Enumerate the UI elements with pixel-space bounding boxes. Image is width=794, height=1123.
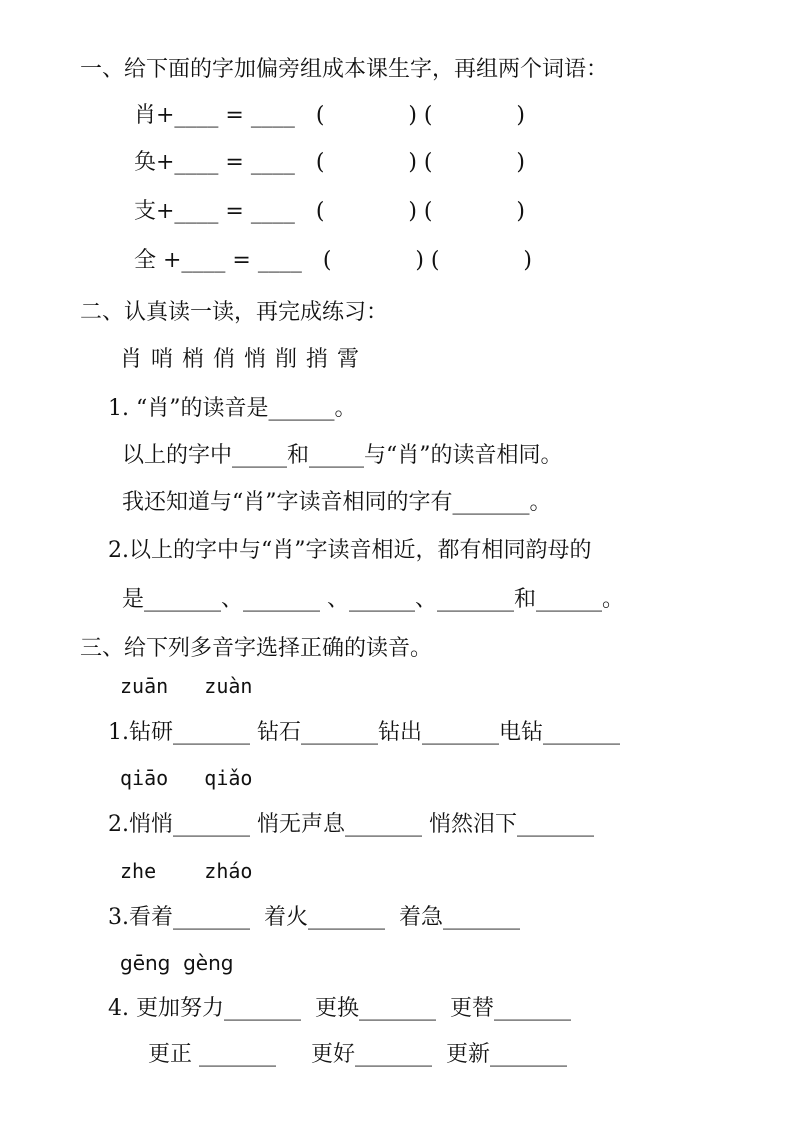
section2-question-1-line-2: 以上的字中_____和_____与“肖”的读音相同。 [122,443,563,468]
section1-row-4: 全 +____ = ____ ( ) ( ) [134,248,532,273]
section1-heading: 一、给下面的字加偏旁组成本课生字，再组两个词语： [80,57,609,82]
pinyin-options-1: zuān zuàn [120,674,253,698]
section2-char-list: 肖 哨 梢 俏 悄 削 捎 霄 [120,347,360,372]
section1-row-2: 奂+____ = ____ ( ) ( ) [134,150,525,175]
section3-question-1: 1.钻研_______ 钻石_______钻出_______电钻_______ [108,720,620,745]
pinyin-options-3: zhe zháo [120,859,253,883]
section1-row-1: 肖+____ = ____ ( ) ( ) [134,103,525,128]
section2-question-2-line-2: 是_______、_______ 、______、_______和______。 [122,587,624,612]
section3-question-2: 2.悄悄_______ 悄无声息_______ 悄然泪下_______ [108,812,594,837]
section3-question-4-line-2: 更正 _______ 更好_______ 更新_______ [148,1042,567,1067]
section3-question-4: 4. 更加努力_______ 更换_______ 更替_______ [108,996,571,1021]
section1-row-3: 支+____ = ____ ( ) ( ) [134,199,525,224]
pinyin-options-2: qiāo qiǎo [120,766,253,790]
section3-question-3: 3.看着_______ 着火_______ 着急_______ [108,905,520,930]
section2-question-1-line-3: 我还知道与“肖”字读音相同的字有_______。 [122,490,552,515]
section3-heading: 三、给下列多音字选择正确的读音。 [80,636,433,661]
section2-heading: 二、认真读一读，再完成练习： [80,300,389,325]
pinyin-options-4: gēng gèng [120,951,234,975]
section2-question-1: 1. “肖”的读音是______。 [108,396,357,421]
section2-question-2: 2.以上的字中与“肖”字读音相近，都有相同韵母的 [108,538,592,563]
